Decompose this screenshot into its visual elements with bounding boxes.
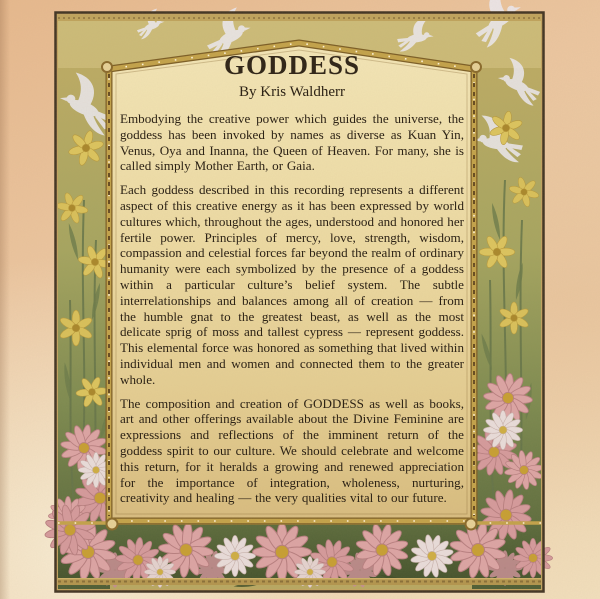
paragraph-3: The composition and creation of GODDESS as well as books, art and other offerings available about the Divine Feminine are expressions and reflections of the imminent return of the goddess spirit to our culture. We should celebrate and welcome this return, for it heralds a growing and renewed appreciation for the importance of integration, wholeness, nurturing, creativity and healing — the very qualities vital to our future. bbox=[120, 395, 464, 506]
page-spine-shadow bbox=[0, 0, 10, 599]
paragraph-2: Each goddess described in this recording represents a different aspect of this creative energy as it has been expressed by world cultures which, throughout the ages, understood and honored her fertile power. Principles of mercy, love, strength, wisdom, compassion and celestial forces far beyond the realm of ordinary humanity were each symbolized by the presence of a goddess within a particular culture’s belief system. The subtle interrelationships and balances among all of creation — from the humble gnat to the greatest beast, as well as the most delicate sprig of moss and tallest cypress — represent goddess. This elemental force was honored as something that lived within individual men and women and connected them to the greater whole. bbox=[120, 182, 464, 387]
paragraph-1: Embodying the creative power which guides the universe, the goddess has been invoked by names as diverse as Kuan Yin, Venus, Oya and Inanna, the Queen of Heaven. For many, she is called simply Mother Earth, or Gaia. bbox=[120, 111, 464, 174]
byline: By Kris Waldherr bbox=[239, 84, 345, 100]
liner-notes-panel bbox=[120, 50, 464, 506]
page-title: GODDESS bbox=[223, 50, 361, 80]
